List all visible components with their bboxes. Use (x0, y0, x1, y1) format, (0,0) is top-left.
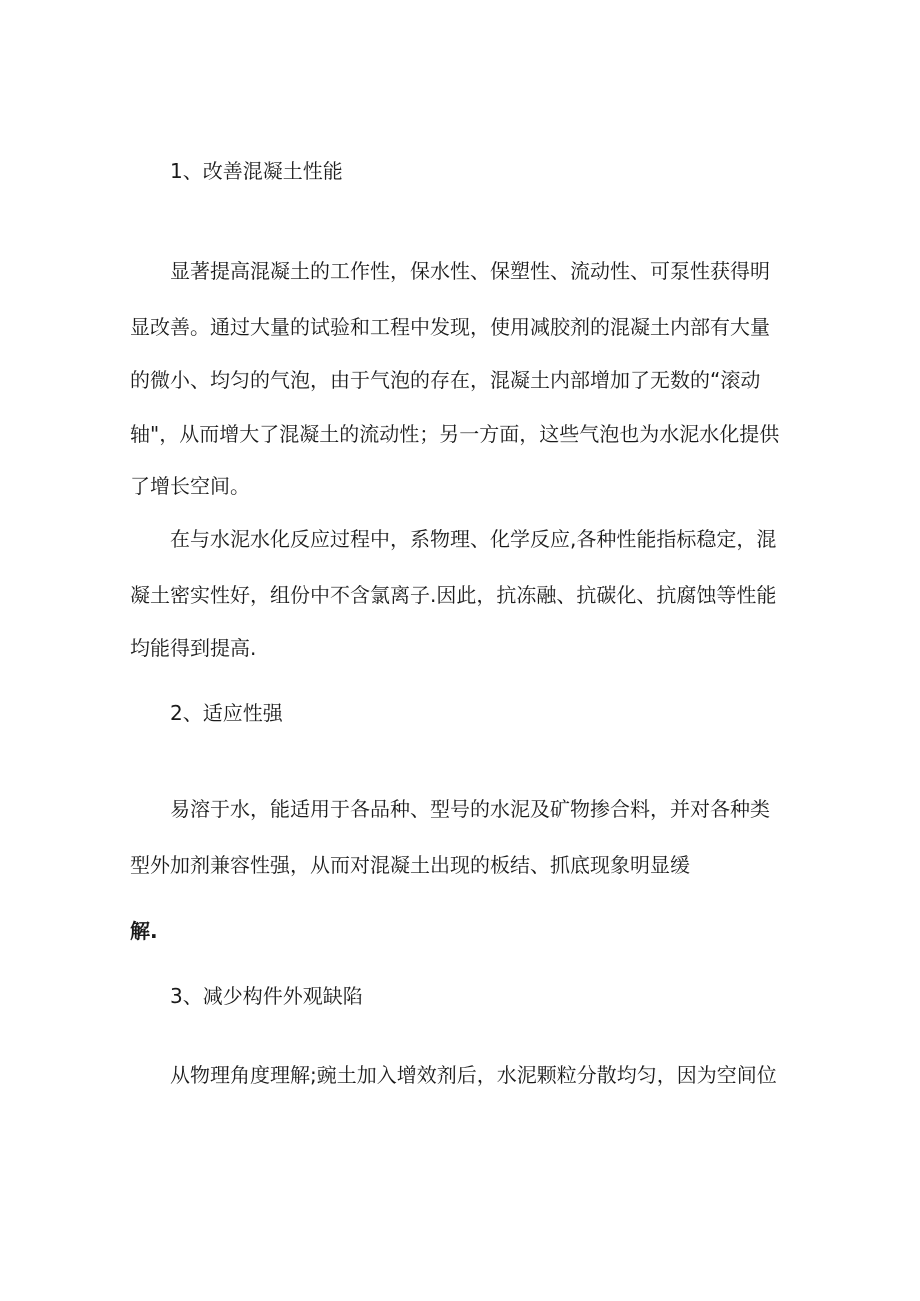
section-heading-3: 3、减少构件外观缺陷 (170, 984, 363, 1008)
paragraph-line: 的微小、均匀的气泡，由于气泡的存在，混凝土内部增加了无数的“滚动 (130, 368, 761, 392)
paragraph-line: 在与水泥水化反应过程中，系物理、化学反应,各种性能指标稳定，混 (170, 527, 777, 551)
section-heading-2: 2、适应性强 (170, 701, 283, 725)
paragraph-line: 显改善。通过大量的试验和工程中发现，使用减胶剂的混凝土内部有大量 (130, 315, 770, 339)
paragraph-line: 了增长空间。 (130, 474, 250, 498)
paragraph-line: 显著提高混凝土的工作性，保水性、保塑性、流动性、可泵性获得明 (170, 259, 770, 283)
paragraph-line: 型外加剂兼容性强，从而对混凝土出现的板结、抓底现象明显缓 (130, 853, 690, 877)
paragraph-line: 从物理角度理解;豌土加入增效剂后，水泥颗粒分散均匀，因为空间位 (170, 1063, 777, 1087)
paragraph-line: 解. (130, 919, 158, 943)
paragraph-line: 均能得到提高. (130, 636, 257, 660)
paragraph-line: 轴"，从而增大了混凝土的流动性；另一方面，这些气泡也为水泥水化提供 (130, 422, 780, 446)
paragraph-line: 易溶于水，能适用于各品种、型号的水泥及矿物掺合料，并对各种类 (170, 797, 770, 821)
section-heading-1: 1、改善混凝土性能 (170, 159, 343, 183)
paragraph-line: 凝土密实性好，组份中不含氯离子.因此，抗冻融、抗碳化、抗腐蚀等性能 (130, 583, 777, 607)
